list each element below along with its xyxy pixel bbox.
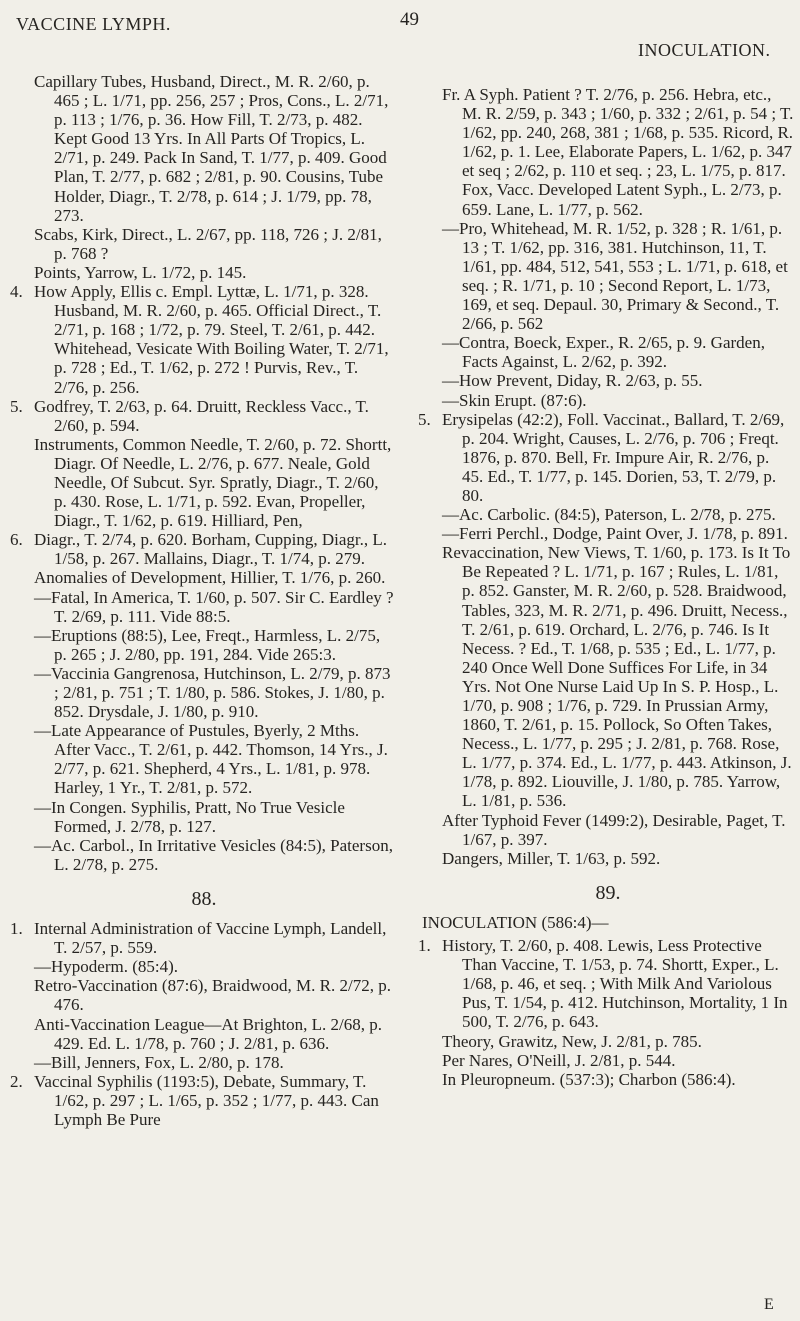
right-entries-bottom <box>418 936 794 1089</box>
entry-text: —Contra, Boeck, Exper., R. 2/65, p. 9. Garden, Facts Against, L. 2/62, p. 392. <box>442 333 765 372</box>
left-column <box>10 72 394 1129</box>
entry-text: Dangers, Miller, T. 1/63, p. 592. <box>442 848 661 868</box>
index-entry <box>422 543 794 810</box>
entry-number: 2. <box>10 1071 23 1091</box>
entry-text: How Apply, Ellis c. Empl. Lyttæ, L. 1/71, p. 328. Husband, M. R. 2/60, p. 465. Official Direct., T. 2/71, p. 168 ; 1/72, p. 79. Steel, T. 2/61, p. 442. Whitehead, Vesicate With Boiling Water, T. 2/71, p. 728 ; Ed., T. 1/62, p. 272 ! Purvis, Rev., T. 2/76, p. 256. <box>34 282 389 397</box>
entry-text: Points, Yarrow, L. 1/72, p. 145. <box>34 262 247 282</box>
index-entry <box>418 936 794 1032</box>
entry-text: Per Nares, O'Neill, J. 2/81, p. 544. <box>442 1050 676 1070</box>
index-entry <box>14 72 394 225</box>
index-entry <box>14 798 394 836</box>
index-entry <box>14 626 394 664</box>
running-header-right: INOCULATION. <box>638 40 771 60</box>
index-entry <box>422 505 794 524</box>
entry-text: Diagr., T. 2/74, p. 620. Borham, Cupping, Diagr., L. 1/58, p. 267. Mallains, Diagr., T. 1/74, p. 279. <box>34 530 388 569</box>
index-entry <box>10 530 394 569</box>
running-header-left: VACCINE LYMPH. <box>16 14 171 34</box>
index-entry <box>422 333 794 371</box>
index-entry <box>14 225 394 263</box>
index-entry <box>14 721 394 797</box>
entry-text: In Pleuropneum. (537:3); Charbon (586:4). <box>442 1069 736 1089</box>
index-entry <box>14 836 394 874</box>
entry-text: Anti-Vaccination League—At Brighton, L. 2/68, p. 429. Ed. L. 1/78, p. 760 ; J. 2/81, p. 636. <box>34 1014 382 1053</box>
page-number: 49 <box>400 9 419 30</box>
index-entry <box>14 664 394 721</box>
index-entry <box>422 85 794 219</box>
index-entry <box>14 435 394 530</box>
entry-number: 4. <box>10 282 23 302</box>
index-entry <box>14 588 394 626</box>
index-entry <box>422 1070 794 1089</box>
index-entry <box>10 1071 394 1129</box>
entry-text: Retro-Vaccination (87:6), Braidwood, M. R. 2/72, p. 476. <box>34 976 391 1015</box>
index-entry <box>14 1053 394 1072</box>
entry-text: Internal Administration of Vaccine Lymph, Landell, T. 2/57, p. 559. <box>34 919 387 958</box>
entry-text: —In Congen. Syphilis, Pratt, No True Vesicle Formed, J. 2/78, p. 127. <box>34 797 345 836</box>
inoculation-heading: INOCULATION (586:4)— <box>422 912 609 932</box>
index-entry <box>422 524 794 543</box>
index-entry <box>422 391 794 410</box>
entry-text: History, T. 2/60, p. 408. Lewis, Less Protective Than Vaccine, T. 1/53, p. 74. Shortt, Exper., L. 1/68, p. 46, et seq. ; With Milk And Variolous Pus, T. 1/54, p. 412. Hutchinson, Mortality, 1 In 500, T. 2/76, p. 643. <box>442 936 788 1032</box>
left-entries-top <box>10 72 394 874</box>
index-entry <box>422 219 794 334</box>
right-entries-top <box>418 85 794 868</box>
entry-text: —Bill, Jenners, Fox, L. 2/80, p. 178. <box>34 1052 284 1072</box>
index-entry <box>418 409 794 505</box>
index-entry <box>10 919 394 958</box>
signature-letter: E <box>764 1296 774 1313</box>
index-entry <box>422 849 794 868</box>
entry-text: —Eruptions (88:5), Lee, Freqt., Harmless, L. 2/75, p. 265 ; J. 2/80, pp. 191, 284. Vide 265:3. <box>34 625 381 664</box>
entry-text: —Skin Erupt. (87:6). <box>442 390 587 410</box>
index-entry <box>14 263 394 282</box>
entry-text: —Ac. Carbol., In Irritative Vesicles (84:5), Paterson, L. 2/78, p. 275. <box>34 835 393 874</box>
index-entry <box>14 1015 394 1053</box>
index-entry <box>14 976 394 1014</box>
index-entry <box>14 957 394 976</box>
entry-text: Erysipelas (42:2), Foll. Vaccinat., Ballard, T. 2/69, p. 204. Wright, Causes, L. 2/76, p. 706 ; Freqt. 1876, p. 870. Bell, Fr. Impure Air, R. 2/76, p. 45. Ed., T. 1/77, p. 145. Dorien, 53, T. 2/79, p. 80. <box>442 409 785 505</box>
entry-number: 1. <box>418 936 431 956</box>
entry-text: —Vaccinia Gangrenosa, Hutchinson, L. 2/79, p. 873 ; 2/81, p. 751 ; T. 1/80, p. 586. Stokes, J. 1/80, p. 852. Drysdale, J. 1/80, p. 910. <box>34 663 391 722</box>
index-entry <box>422 1051 794 1070</box>
entry-text: Fr. A Syph. Patient ? T. 2/76, p. 256. Hebra, etc., M. R. 2/59, p. 343 ; 1/60, p. 332 ; 2/61, p. 54 ; T. 1/62, pp. 240, 268, 381 ; 1/68, p. 535. Ricord, R. 1/62, p. 1. Lee, Elaborate Papers, L. 1/62, p. 347 et seq ; 2/62, p. 110 et seq. ; 23, L. 1/75, p. 817. Fox, Vacc. Developed Latent Syph., L. 2/73, p. 659. Lane, L. 1/77, p. 562. <box>442 85 794 219</box>
entry-number: 5. <box>10 396 23 416</box>
entry-text: —Ferri Perchl., Dodge, Paint Over, J. 1/78, p. 891. <box>442 524 788 544</box>
entry-text: Anomalies of Development, Hillier, T. 1/76, p. 260. <box>34 568 386 588</box>
index-entry <box>422 1032 794 1051</box>
right-column <box>418 85 794 1089</box>
entry-text: Vaccinal Syphilis (1193:5), Debate, Summary, T. 1/62, p. 297 ; L. 1/65, p. 352 ; 1/77, p. 443. Can Lymph Be Pure <box>34 1071 379 1129</box>
left-entries-bottom <box>10 919 394 1129</box>
index-entry <box>10 282 394 397</box>
index-entry <box>422 371 794 390</box>
entry-text: Theory, Grawitz, New, J. 2/81, p. 785. <box>442 1031 702 1051</box>
entry-text: —Pro, Whitehead, M. R. 1/52, p. 328 ; R. 1/61, p. 13 ; T. 1/62, pp. 316, 381. Hutchinson, 11, T. 1/61, pp. 484, 512, 541, 553 ; L. 1/71, p. 618, et seq. ; R. 1/71, p. 10 ; Second Report, L. 1/73, 169, et seq. Depaul. 30, Primary & Second., T. 2/66, p. 562 <box>442 218 788 334</box>
index-entry <box>422 811 794 849</box>
index-entry <box>14 568 394 587</box>
entry-number: 1. <box>10 919 23 939</box>
entry-number: 5. <box>418 409 431 429</box>
section-heading-88: 88. <box>191 887 217 910</box>
entry-text: Instruments, Common Needle, T. 2/60, p. 72. Shortt, Diagr. Of Needle, L. 2/76, p. 677. Neale, Gold Needle, Of Subcut. Syr. Spratly, Diagr., T. 2/60, p. 430. Rose, L. 1/71, p. 592. Evan, Propeller, Diagr., T. 1/62, p. 619. Hilliard, Pen, <box>34 434 392 531</box>
entry-text: —Ac. Carbolic. (84:5), Paterson, L. 2/78, p. 275. <box>442 505 776 525</box>
entry-text: —How Prevent, Diday, R. 2/63, p. 55. <box>442 371 703 391</box>
entry-number: 6. <box>10 530 23 550</box>
section-heading-89: 89. <box>595 881 621 904</box>
entry-text: Capillary Tubes, Husband, Direct., M. R. 2/60, p. 465 ; L. 1/71, pp. 256, 257 ; Pros, Cons., L. 2/71, p. 113 ; 1/76, p. 36. How Fill, T. 2/73, p. 482. Kept Good 13 Yrs. In All Parts Of Tropics, L. 2/71, p. 249. Pack In Sand, T. 1/77, p. 409. Good Plan, T. 2/77, p. 682 ; 2/81, p. 90. Cousins, Tube Holder, Diagr., T. 2/78, p. 614 ; J. 1/79, pp. 78, 273. <box>34 72 389 225</box>
entry-text: Revaccination, New Views, T. 1/60, p. 173. Is It To Be Repeated ? L. 1/71, p. 167 ; Rules, L. 1/81, p. 852. Ganster, M. R. 2/60, p. 528. Braidwood, Tables, 323, M. R. 2/71, p. 496. Druitt, Necess., T. 2/61, p. 619. Orchard, L. 2/76, p. 746. Is It Necess. ? Ed., T. 1/68, p. 535 ; Ed., L. 1/77, p. 240 Once Well Done Suffices For Life, in 34 Yrs. Not One Nurse Laid Up In S. P. Hosp., L. 1/70, p. 908 ; 1/76, p. 729. In Prussian Army, 1860, T. 2/61, p. 15. Pollock, So Often Takes, Necess., L. 1/77, p. 295 ; J. 2/81, p. 768. Rose, L. 1/77, p. 374. Ed., L. 1/77, p. 443. Atkinson, J. 1/78, p. 892. Liouville, J. 1/80, p. 785. Yarrow, L. 1/81, p. 536. <box>442 543 792 811</box>
entry-text: —Hypoderm. (85:4). <box>34 957 179 977</box>
index-entry <box>10 396 394 435</box>
entry-text: —Fatal, In America, T. 1/60, p. 507. Sir C. Eardley ? T. 2/69, p. 111. Vide 88:5. <box>34 587 394 626</box>
entry-text: —Late Appearance of Pustules, Byerly, 2 Mths. After Vacc., T. 2/61, p. 442. Thomson, 14 Yrs., J. 2/77, p. 621. Shepherd, 4 Yrs., L. 1/81, p. 978. Harley, 1 Yr., T. 2/81, p. 572. <box>34 721 388 798</box>
entry-text: After Typhoid Fever (1499:2), Desirable, Paget, T. 1/67, p. 397. <box>442 810 786 849</box>
entry-text: Scabs, Kirk, Direct., L. 2/67, pp. 118, 726 ; J. 2/81, p. 768 ? <box>34 224 382 263</box>
entry-text: Godfrey, T. 2/63, p. 64. Druitt, Reckless Vacc., T. 2/60, p. 594. <box>34 396 369 435</box>
